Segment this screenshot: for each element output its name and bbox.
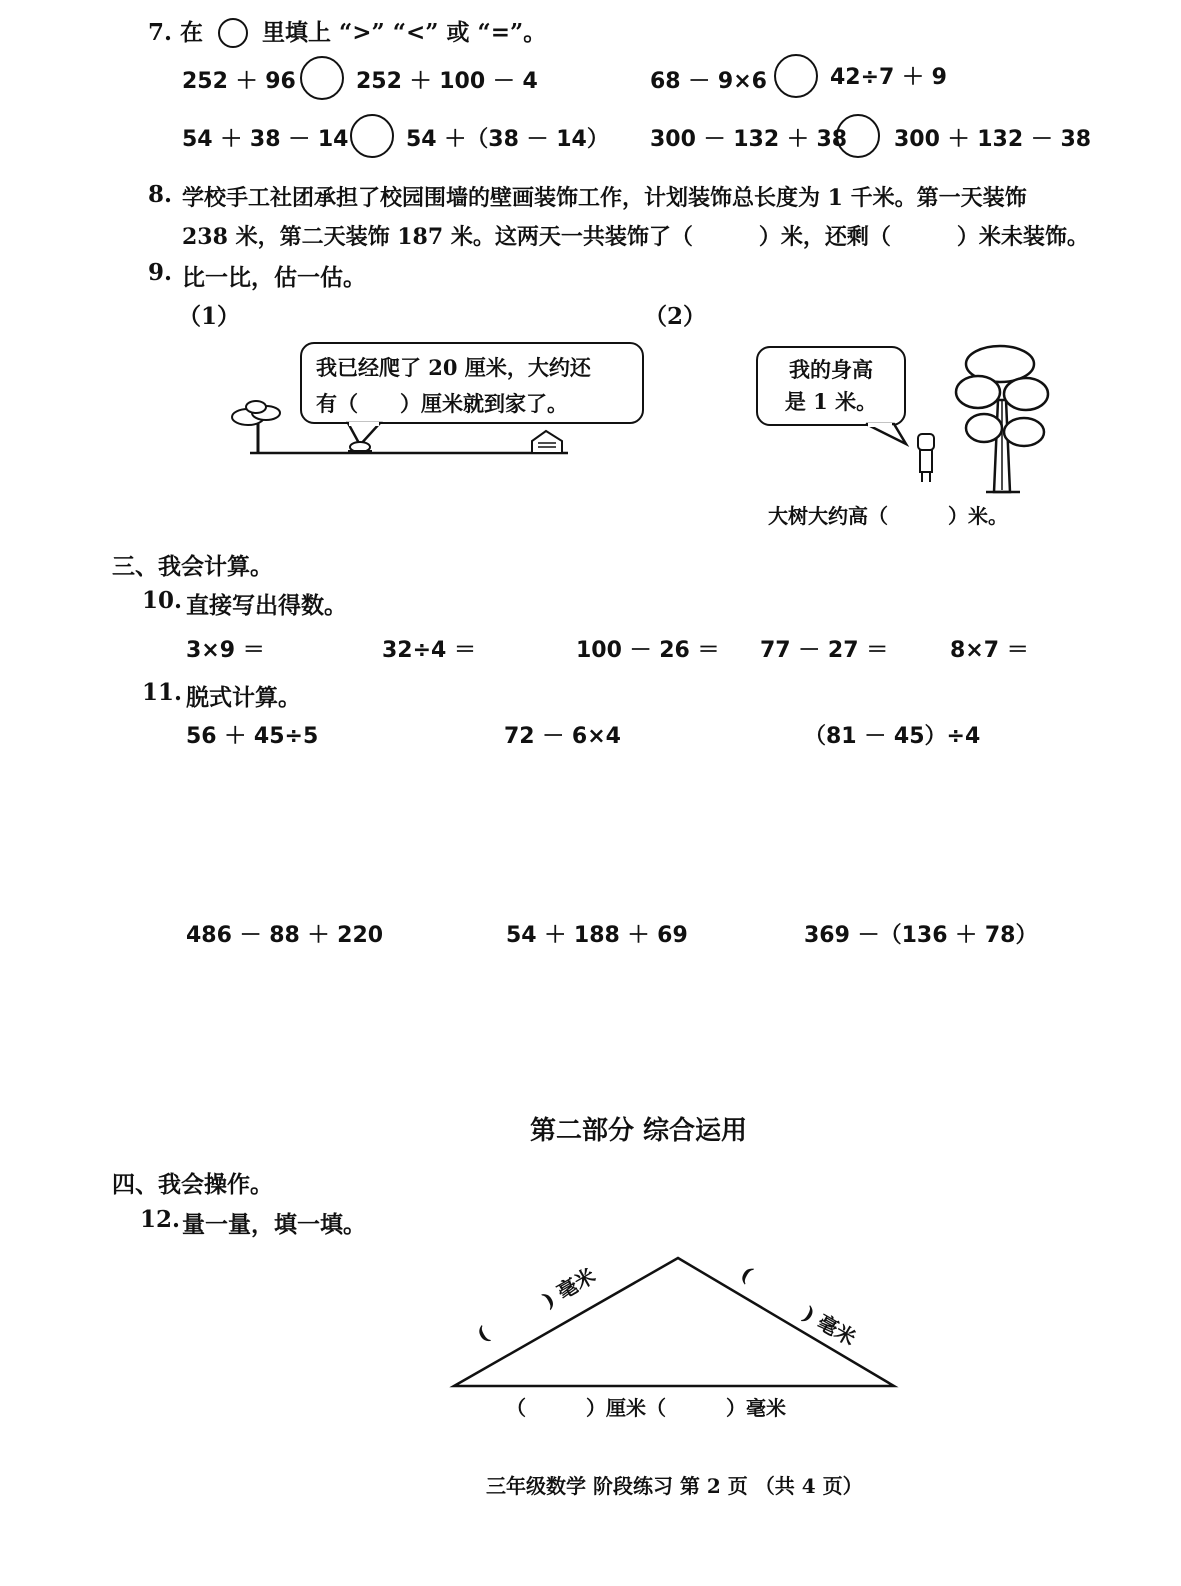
q7-r1-right1: 252 ＋ 100 － 4 (356, 69, 538, 94)
q10-item-3: 100 － 26 ＝ (576, 638, 720, 663)
bubble2-line1: 我的身高 (789, 357, 873, 382)
q7-r2-answer-circle-1[interactable] (350, 114, 394, 158)
q7-r2-answer-circle-2[interactable] (836, 114, 880, 158)
q12-number: 12. (140, 1206, 181, 1233)
q8-line2: 238 米，第二天装饰 187 米。这两天一共装饰了（ ）米，还剩（ ）米未装饰。 (182, 224, 1089, 250)
q10-item-1: 3×9 ＝ (186, 638, 265, 663)
q11-row2-item3: 369 －（136 ＋ 78） (804, 923, 1038, 948)
q7-heading (148, 14, 203, 47)
child-icon (918, 434, 934, 482)
q11-row1-item3: （81 － 45）÷4 (804, 724, 981, 749)
q8-number: 8. (148, 181, 173, 208)
right-side-open-paren: ( (736, 1261, 757, 1287)
page-footer: 三年级数学 阶段练习 第 2 页 （共 4 页） (486, 1474, 863, 1498)
q7-suffix: 里填上 “>” “<” 或 “=”。 (262, 19, 547, 46)
section3-title: 三、我会计算。 (112, 553, 273, 580)
q11-row2-item1: 486 － 88 ＋ 220 (186, 923, 384, 948)
q7-sample-circle (218, 18, 248, 48)
snail-icon (348, 442, 372, 452)
q9-part1-label: （1） (178, 303, 241, 330)
base-label: （ ）厘米（ ）毫米 (506, 1396, 786, 1420)
small-tree-icon (232, 401, 280, 453)
q7-r1-answer-circle-2[interactable] (774, 54, 818, 98)
section4-title: 四、我会操作。 (112, 1171, 273, 1198)
q9-number: 9. (148, 259, 173, 286)
left-side-open-paren: ( (472, 1321, 493, 1347)
house-icon (532, 431, 562, 453)
q10-item-2: 32÷4 ＝ (382, 638, 477, 663)
q7-prefix: 在 (180, 19, 204, 46)
q10-item-4: 77 － 27 ＝ (760, 638, 889, 663)
bubble1-line1: 我已经爬了 20 厘米，大约还 (316, 355, 591, 380)
snail-scene-illustration (220, 395, 580, 465)
q12-title: 量一量，填一填。 (182, 1211, 366, 1238)
q9-title: 比一比，估一估。 (182, 264, 366, 291)
q7-r1-left2: 68 － 9×6 (650, 69, 767, 94)
q11-title: 脱式计算。 (186, 684, 301, 711)
tree-caption: 大树大约高（ ）米。 (768, 504, 1008, 528)
q10-item-5: 8×7 ＝ (950, 638, 1029, 663)
q7-r1-right2: 42÷7 ＋ 9 (830, 65, 947, 90)
bubble2-line2: 是 1 米。 (784, 389, 878, 414)
q7-r2-right2: 300 ＋ 132 － 38 (894, 127, 1092, 152)
left-side-label: ) 毫米 (538, 1263, 600, 1313)
q8-line1: 学校手工社团承担了校园围墙的壁画装饰工作，计划装饰总长度为 1 千米。第一天装饰 (182, 185, 1027, 211)
q11-row2-item2: 54 ＋ 188 ＋ 69 (506, 923, 688, 948)
part2-title: 第二部分 综合运用 (530, 1116, 748, 1146)
q7-r2-left1: 54 ＋ 38 － 14 (182, 127, 349, 152)
q11-row1-item2: 72 － 6×4 (504, 724, 621, 749)
q10-number: 10. (142, 587, 183, 614)
q11-row1-item1: 56 ＋ 45÷5 (186, 724, 319, 749)
q11-number: 11. (142, 679, 183, 706)
q7-number: 7. (148, 19, 173, 46)
right-side-label: ) 毫米 (799, 1301, 860, 1351)
tree-scene-illustration (860, 340, 1060, 500)
q7-r2-left2: 300 － 132 ＋ 38 (650, 127, 848, 152)
big-tree-icon (956, 346, 1048, 492)
bubble1-line2: 有（ ）厘米就到家了。 (316, 391, 568, 416)
q7-r1-answer-circle-1[interactable] (300, 56, 344, 100)
q9-part2-label: （2） (644, 303, 707, 330)
q7-r1-left1: 252 ＋ 96 (182, 69, 296, 94)
q7-r2-right1: 54 ＋（38 － 14） (406, 127, 609, 152)
q10-title: 直接写出得数。 (186, 592, 347, 619)
